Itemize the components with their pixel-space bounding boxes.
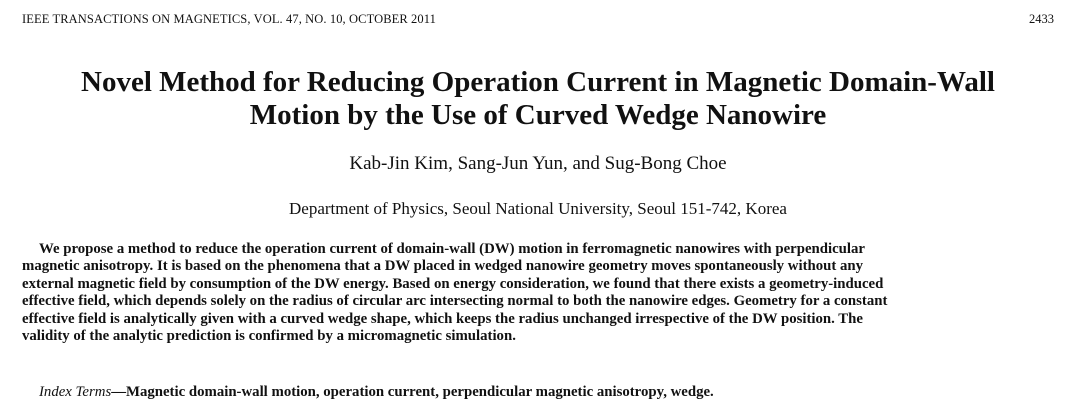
index-terms-separator: — bbox=[111, 384, 126, 400]
abstract-line: effective field, which depends solely on the radius of circular arc intersecting normal to both the nanowire edges. Geometry for a constant bbox=[22, 293, 888, 310]
abstract bbox=[22, 241, 1054, 345]
page-number: 2433 bbox=[1029, 12, 1054, 26]
title-line-1: Novel Method for Reducing Operation Current in Magnetic Domain-Wall bbox=[81, 66, 995, 98]
abstract-line: magnetic anisotropy. It is based on the phenomena that a DW placed in wedged nanowire geometry moves spontaneously without any bbox=[22, 258, 864, 275]
index-terms bbox=[39, 384, 714, 401]
author-affiliation: Department of Physics, Seoul National University, Seoul 151-742, Korea bbox=[289, 199, 787, 218]
paper-title bbox=[0, 66, 1076, 132]
abstract-line: We propose a method to reduce the operation current of domain-wall (DW) motion in ferromagnetic nanowires with perpendicular bbox=[39, 241, 865, 257]
journal-running-head: IEEE TRANSACTIONS ON MAGNETICS, VOL. 47, NO. 10, OCTOBER 2011 bbox=[22, 12, 436, 26]
abstract-line: external magnetic field by consumption of the DW energy. Based on energy consideration, we found that there exists a geometry-induced bbox=[22, 275, 884, 292]
title-line-2: Motion by the Use of Curved Wedge Nanowire bbox=[249, 99, 827, 131]
author-list: Kab-Jin Kim, Sang-Jun Yun, and Sug-Bong Choe bbox=[349, 153, 727, 174]
index-terms-text: Magnetic domain-wall motion, operation current, perpendicular magnetic anisotropy, wedge. bbox=[126, 384, 714, 400]
abstract-line: effective field is analytically given with a curved wedge shape, which keeps the radius unchanged irrespective of the DW position. The bbox=[22, 310, 863, 327]
abstract-line: validity of the analytic prediction is confirmed by a micromagnetic simulation. bbox=[22, 328, 516, 345]
index-terms-label: Index Terms bbox=[39, 384, 112, 400]
